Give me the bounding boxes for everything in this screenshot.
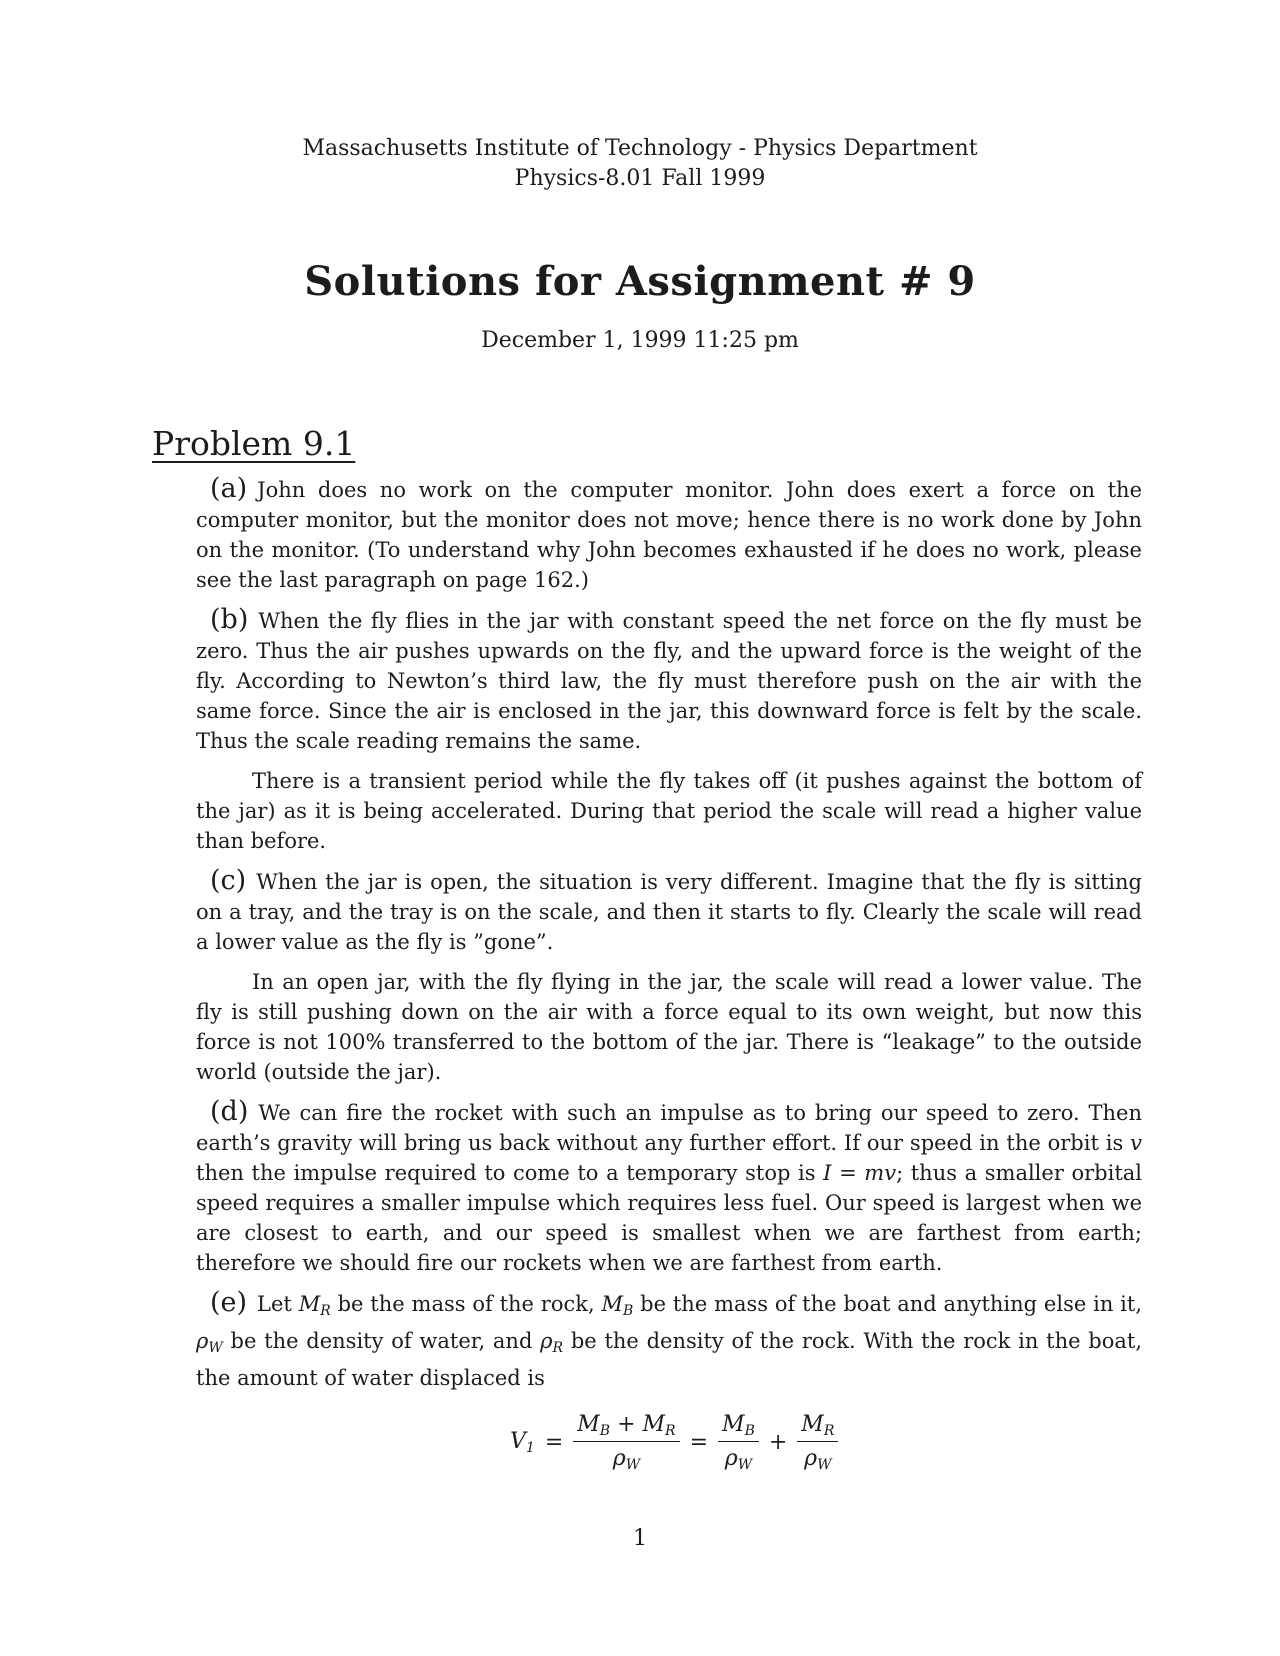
mass-rock-symbol: $M_R$ — [298, 1292, 331, 1319]
part-c-paragraph-2: In an open jar, with the fly flying in the jar, the scale will read a lower value. The fly is still pushing down on the air with a force equal to its own weight, but now this force is not 100% transferred to the bottom of the jar. There is “leakage” to the outside world (outside the jar). — [196, 970, 1142, 1084]
part-e-text-5: be the density of the rock. With the rock in the boat, the amount of water displaced is — [196, 1329, 1143, 1390]
speed-symbol: v — [1130, 1131, 1142, 1155]
part-c-text: When the jar is open, the situation is very different. Imagine that the fly is sitting on a tray, and the tray is on the scale, and then it starts to fly. Clearly the scale will read a lower value as the fly is ”gone”. — [196, 870, 1142, 954]
part-a — [196, 474, 1142, 595]
document-title: Solutions for Assignment # 9 — [304, 258, 976, 305]
combined-fraction — [573, 1412, 679, 1473]
density-rock-symbol: $\rho_R$ — [540, 1329, 564, 1356]
displacement-equation — [510, 1412, 838, 1473]
document-date: December 1, 1999 11:25 pm — [481, 328, 799, 353]
part-e-text-2: be the mass of the rock, — [337, 1292, 595, 1316]
part-a-label: (a) — [210, 473, 248, 504]
part-d-text-2: then the impulse required to come to a temporary stop is — [196, 1161, 816, 1185]
solution-body — [196, 474, 1142, 1403]
part-d-text-1: We can fire the rocket with such an impulse as to bring our speed to zero. Then earth’s gravity will bring us back without any further effort. If our speed in the orbit is — [196, 1101, 1142, 1155]
problem-heading: Problem 9.1 — [152, 424, 356, 463]
part-d-text-3: ; thus a smaller orbital speed requires a smaller impulse which requires less fuel. Our speed is largest when we are closest to earth, and our speed is smallest when we are farthest from earth; therefore we should fire our rockets when we are farthest from earth. — [196, 1161, 1142, 1275]
part-d-label: (d) — [210, 1096, 249, 1127]
page-number: 1 — [633, 1526, 647, 1551]
document-header — [0, 134, 1280, 194]
part-a-text: John does no work on the computer monitor. John does exert a force on the computer monitor, but the monitor does not move; hence there is no work done by John on the monitor. (To understand why John becomes exhausted if he does no work, please see the last paragraph on page 162.) — [196, 478, 1142, 592]
part-e-text-3: be the mass of the boat and anything else in it, — [640, 1292, 1143, 1316]
combined-numerator: $M_B + M_R$ — [573, 1412, 679, 1442]
boat-fraction: $\frac{M_B}{\rho_W}$ — [718, 1412, 759, 1473]
equals-sign-2: = — [689, 1430, 709, 1455]
part-b-text: When the fly flies in the jar with constant speed the net force on the fly must be zero. Thus the air pushes upwards on the fly, and the upward force is the weight of the fly. According to Newton’s third law, the fly must therefore push on the air with the same force. Since the air is enclosed in the jar, this downward force is felt by the scale. Thus the scale reading remains the same. — [196, 609, 1142, 753]
plus-sign: + — [768, 1430, 788, 1455]
combined-denominator: $\rho_W$ — [612, 1446, 641, 1473]
part-b-paragraph-2: There is a transient period while the fly takes off (it pushes against the bottom of the jar) as it is being accelerated. During that period the scale will read a higher value than before. — [196, 769, 1142, 853]
equals-sign: = — [544, 1430, 564, 1455]
volume-symbol: $V_1$ — [510, 1429, 535, 1456]
part-e — [196, 1288, 1142, 1393]
mass-boat-symbol: $M_B$ — [601, 1292, 634, 1319]
institution-line: Massachusetts Institute of Technology - Physics Department — [302, 136, 978, 161]
part-e-text-4: be the density of water, and — [230, 1329, 533, 1353]
density-water-symbol: $\rho_W$ — [196, 1329, 223, 1356]
impulse-equation: I = mv — [823, 1161, 897, 1185]
course-line: Physics-8.01 Fall 1999 — [514, 166, 766, 191]
part-b-label: (b) — [210, 604, 249, 635]
part-b — [196, 605, 1142, 756]
part-d — [196, 1097, 1142, 1278]
part-e-label: (e) — [210, 1287, 248, 1318]
part-c — [196, 866, 1142, 957]
part-e-text-1: Let — [257, 1292, 292, 1316]
rock-fraction: $\frac{M_R}{\rho_W}$ — [797, 1412, 838, 1473]
part-c-label: (c) — [210, 865, 247, 896]
